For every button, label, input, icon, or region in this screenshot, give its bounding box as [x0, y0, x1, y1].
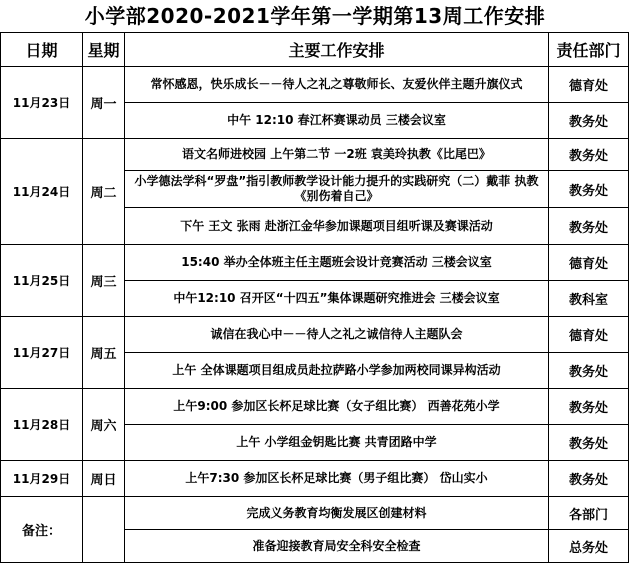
weekday-cell: 周一 [83, 67, 125, 139]
table-row [1, 497, 629, 530]
dept-cell: 教务处 [549, 461, 629, 497]
header-weekday: 星期 [83, 33, 125, 67]
weekday-cell: 周五 [83, 317, 125, 389]
table-row [1, 139, 629, 171]
notes-label: 备注： [1, 497, 83, 563]
date-cell: 11月25日 [1, 245, 83, 317]
weekday-cell: 周三 [83, 245, 125, 317]
task-cell: 中午12:10 召开区“十四五”集体课题研究推进会 三楼会议室 [125, 281, 549, 317]
task-cell: 下午 王文 张雨 赴浙江金华参加课题项目组听课及赛课活动 [125, 208, 549, 245]
dept-cell: 教务处 [549, 425, 629, 461]
dept-cell: 教务处 [549, 103, 629, 139]
task-cell: 15:40 举办全体班主任主题班会设计竞赛活动 三楼会议室 [125, 245, 549, 281]
note-dept-cell: 各部门 [549, 497, 629, 530]
task-cell: 小学德法学科“罗盘”指引教师教学设计能力提升的实践研究（二）戴菲 执教《别伤着自己》 [125, 171, 549, 208]
header-date: 日期 [1, 33, 83, 67]
weekday-cell: 周六 [83, 389, 125, 461]
dept-cell: 德育处 [549, 67, 629, 103]
dept-cell: 德育处 [549, 317, 629, 353]
dept-cell: 教务处 [549, 139, 629, 171]
table-row [1, 317, 629, 353]
header-dept: 责任部门 [549, 33, 629, 67]
task-cell: 上午 全体课题项目组成员赴拉萨路小学参加两校同课异构活动 [125, 353, 549, 389]
dept-cell: 教务处 [549, 353, 629, 389]
table-row [1, 389, 629, 425]
note-task-cell: 准备迎接教育局安全科安全检查 [125, 530, 549, 563]
table-row [1, 245, 629, 281]
task-cell: 诚信在我心中－－待人之礼之诚信待人主题队会 [125, 317, 549, 353]
header-row [1, 33, 629, 67]
note-dept-cell: 总务处 [549, 530, 629, 563]
date-cell: 11月24日 [1, 139, 83, 245]
task-cell: 常怀感恩，快乐成长－－待人之礼之尊敬师长、友爱伙伴主题升旗仪式 [125, 67, 549, 103]
note-task-cell: 完成义务教育均衡发展区创建材料 [125, 497, 549, 530]
dept-cell: 教务处 [549, 389, 629, 425]
task-cell: 上午 小学组金钥匙比赛 共青团路中学 [125, 425, 549, 461]
dept-cell: 德育处 [549, 245, 629, 281]
task-cell: 上午9:00 参加区长杯足球比赛（女子组比赛） 西善花苑小学 [125, 389, 549, 425]
task-cell: 上午7:30 参加区长杯足球比赛（男子组比赛） 岱山实小 [125, 461, 549, 497]
task-cell: 中午 12:10 春江杯赛课动员 三楼会议室 [125, 103, 549, 139]
header-task: 主要工作安排 [125, 33, 549, 67]
dept-cell: 教务处 [549, 171, 629, 208]
page-title: 小学部2020-2021学年第一学期第13周工作安排 [84, 4, 546, 28]
date-cell: 11月29日 [1, 461, 83, 497]
task-cell: 语文名师进校园 上午第二节 一2班 袁美玲执教《比尾巴》 [125, 139, 549, 171]
date-cell: 11月23日 [1, 67, 83, 139]
weekday-cell: 周日 [83, 461, 125, 497]
weekday-cell: 周二 [83, 139, 125, 245]
date-cell: 11月27日 [1, 317, 83, 389]
date-cell: 11月28日 [1, 389, 83, 461]
table-row [1, 461, 629, 497]
table-row [1, 67, 629, 103]
schedule-table [0, 32, 629, 563]
dept-cell: 教科室 [549, 281, 629, 317]
dept-cell: 教务处 [549, 208, 629, 245]
notes-weekday-empty [83, 497, 125, 563]
